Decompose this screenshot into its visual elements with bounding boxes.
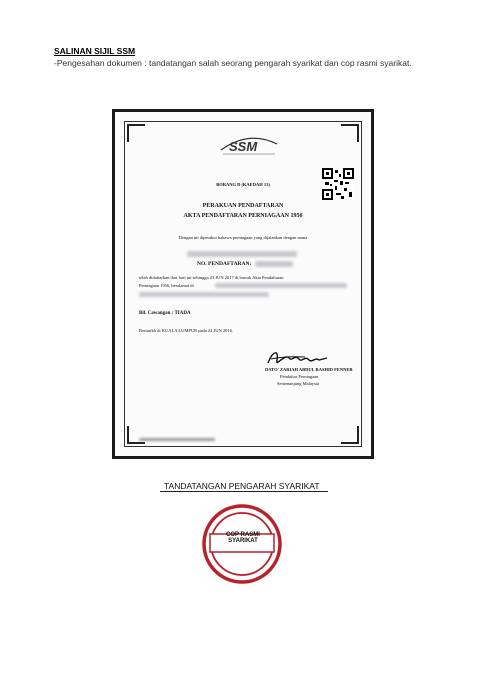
signer-region: Semenanjung Malaysia — [277, 381, 320, 386]
signer-role: Pendaftar Perniagaan — [280, 374, 319, 379]
corner-ornament — [127, 124, 145, 142]
stamp-label: COP RASMI SYARIKAT — [226, 532, 260, 544]
redacted-address — [139, 292, 269, 297]
corner-ornament — [341, 426, 359, 444]
certificate-title: PERAKUAN PENDAFTARAN — [202, 203, 284, 209]
footer-print-code — [139, 438, 215, 441]
dated-text: Bertarikh di KUALA LUMPUR pada 24 JUN 2016. — [139, 328, 233, 333]
redacted-address — [215, 283, 347, 288]
corner-ornament — [341, 124, 359, 142]
branch-count: Bil. Cawangan : TIADA — [139, 311, 191, 316]
ssm-logo-icon — [219, 134, 279, 156]
redacted-registration-number — [255, 261, 293, 267]
certificate-paper — [115, 112, 371, 456]
signer-name: DATO' ZARIAH ABDUL RASHID FENNER — [265, 367, 353, 372]
svg-text:SSM: SSM — [229, 139, 258, 154]
company-stamp-icon — [200, 502, 284, 586]
document-heading: SALINAN SIJIL SSM — [54, 46, 136, 56]
registration-label: NO. PENDAFTARAN: — [197, 261, 252, 267]
form-label: BORANG D (KAEDAH 13) — [216, 182, 270, 187]
signature-line — [160, 491, 328, 492]
redacted-business-name — [187, 251, 297, 257]
intro-text: Dengan ini diperakui bahawa perniagaan yang dijalankan dengan nama — [178, 235, 308, 240]
certificate-subtitle: AKTA PENDAFTARAN PERNIAGAAN 1956 — [183, 213, 303, 219]
corner-ornament — [127, 426, 145, 444]
verification-note: -Pengesahan dokumen : tandatangan salah seorang pengarah syarikat dan cop rasmi syarikat. — [54, 58, 412, 68]
body-line: telah didaftarkan dari hari ini sehingga 23 JUN 2017 di bawah Akta Pendaftaran — [139, 275, 284, 280]
certificate-photo — [112, 109, 374, 459]
body-line: Perniagaan 1956, beralamat di — [139, 283, 194, 288]
signature-label: TANDATANGAN PENGARAH SYARIKAT — [164, 481, 320, 491]
